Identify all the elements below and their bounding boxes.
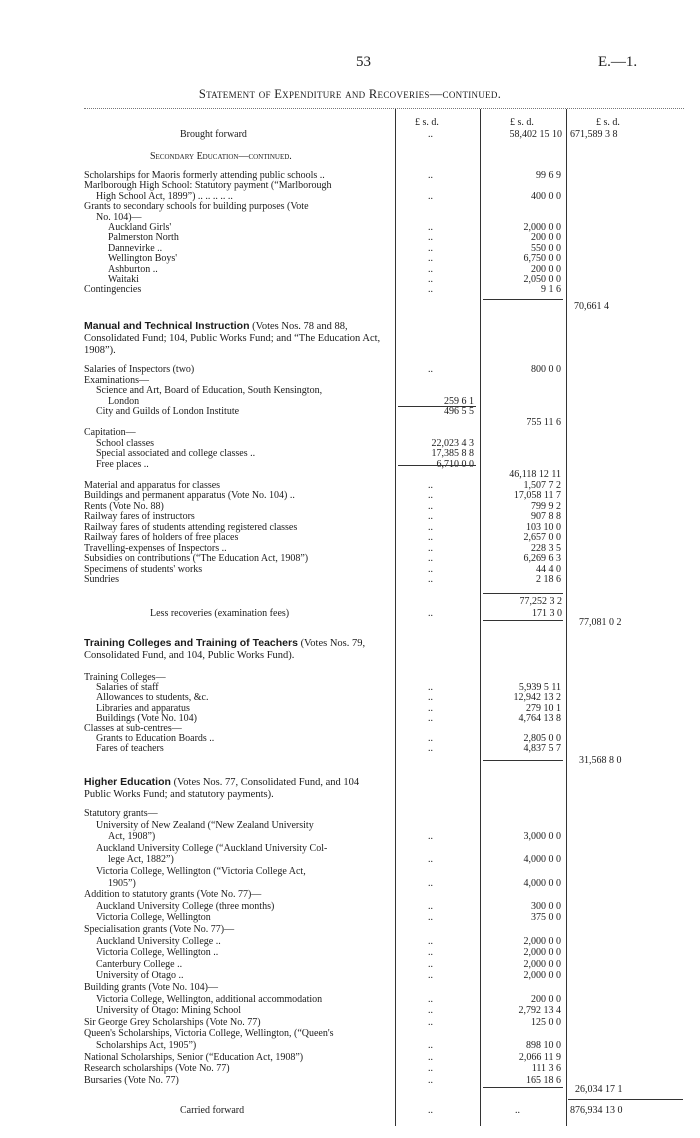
line-item-column-1: .. [428,284,433,296]
line-item-column-2: 2,000 0 0 [523,958,561,970]
line-item-column-2: 2,792 13 4 [518,1005,561,1017]
line-item-column-2: 200 0 0 [531,263,561,275]
line-item-column-2: 2 18 6 [536,574,561,585]
line-item-column-2: 103 10 0 [526,521,561,533]
header-rule [84,108,684,109]
line-item-column-2: 125 0 0 [531,1016,561,1028]
training-rule [483,760,563,761]
line-item-description: Travelling-expenses of Inspectors .. [84,542,227,554]
line-item-column-1: .. [428,1040,433,1051]
line-item-description: Dannevirke .. [108,242,163,254]
line-item-description: Fares of teachers [96,743,164,755]
line-item-column-1: .. [428,500,433,512]
line-item-column-1: .. [428,1016,433,1028]
line-item-description: Buildings and permanent apparatus (Vote No. 104) .. [84,490,295,501]
line-item-description: lege Act, 1882”) [108,854,174,866]
page-number: 53 [356,54,371,70]
line-item-description: Examinations— [84,374,149,386]
line-item-description: Auckland University College .. [96,935,221,947]
line-item-description: Libraries and apparatus [96,702,190,714]
line-item-column-2: 12,942 13 2 [513,692,561,704]
line-item-column-2: 799 9 2 [531,500,561,512]
line-item-column-2: 1,507 7 2 [523,479,561,491]
line-item-column-1: .. [428,935,433,947]
line-item-column-1: .. [428,553,433,564]
line-item-description: Salaries of staff [96,682,159,694]
line-item-description: University of Otago: Mining School [96,1005,241,1017]
column-rule-2 [480,109,481,1126]
line-item-column-1: .. [428,831,433,843]
line-item-description: Building grants (Vote No. 104)— [84,982,218,993]
line-item-description: National Scholarships, Senior (“Education Act, 1908”) [84,1051,304,1063]
line-item-column-1: .. [428,170,433,181]
line-item-description: Palmerston North [108,232,179,244]
manual-rule-d [483,620,563,621]
line-item-column-1: .. [428,563,433,575]
line-item-column-2: 300 0 0 [531,900,561,912]
carried-forward-c2: .. [515,1105,520,1116]
line-item-column-1: .. [428,263,433,275]
line-item-column-2: 200 0 0 [531,232,561,244]
manual-less-c2: 171 3 0 [532,608,562,619]
line-item-column-2: 2,066 11 9 [518,1051,561,1063]
line-item-description: Special associated and college classes .. [96,448,256,459]
line-item-column-2: 111 3 6 [531,1063,561,1075]
line-item-column-2: 2,000 0 0 [523,935,561,947]
secondary-heading: Secondary Education—continued. [150,151,292,162]
training-heading: Training Colleges and Training of Teachers (Votes Nos. 79, Consolidated Fund, and 104, Public Works Fund). [84,637,366,661]
carried-forward-c3: 876,934 13 0 [570,1105,623,1116]
manual-rule-b [398,465,476,466]
line-item-column-2: 6,750 0 0 [523,253,561,265]
line-item-description: Grants to Education Boards .. [96,733,215,745]
brought-forward-c2: 58,402 15 10 [509,129,562,140]
line-item-description: Sundries [84,574,119,585]
line-item-column-2: 9 1 6 [541,284,561,296]
line-item-description: Railway fares of students attending registered classes [84,521,298,533]
line-item-description: Auckland University College (“Auckland University Col- [96,842,328,854]
line-item-description: Railway fares of holders of free places [84,532,239,543]
line-item-description: Victoria College, Wellington .. [96,947,219,959]
line-item-column-2: 2,050 0 0 [523,274,561,285]
line-item-column-1: .. [428,712,433,724]
line-item-description: Rents (Vote No. 88) [84,500,164,512]
brought-forward-c3: 671,589 3 8 [570,129,618,140]
higher-rule [483,1087,563,1088]
line-item-description: School classes [96,437,155,449]
column-header-3: £ s. d. [596,117,620,128]
line-item-column-1: .. [428,490,433,501]
line-item-description: Railway fares of instructors [84,511,195,522]
manual-less-label: Less recoveries (examination fees) [150,608,290,619]
line-item-description: University of Otago .. [96,970,184,982]
line-item-column-1: .. [428,692,433,704]
line-item-description: Science and Art, Board of Education, South Kensington, [96,385,323,396]
line-item-column-2: 2,657 0 0 [523,532,561,543]
line-item-column-2: 4,000 0 0 [523,877,561,889]
line-item-description: Wellington Boys' [108,253,178,265]
line-item-column-2: 228 3 5 [531,542,561,554]
line-item-column-1: .. [428,1074,433,1086]
line-item-column-1: 259 6 1 [444,395,474,407]
brought-forward-c1: .. [428,129,433,140]
line-item-column-1: .. [428,242,433,254]
line-item-description: Buildings (Vote No. 104) [96,712,197,724]
line-item-column-1: .. [428,532,433,543]
line-item-description: Bursaries (Vote No. 77) [84,1074,179,1086]
column-header-2: £ s. d. [510,117,534,128]
manual-subtotal: 77,252 3 2 [519,596,562,607]
line-item-column-2: 200 0 0 [531,993,561,1005]
line-item-description: Material and apparatus for classes [84,479,221,491]
line-item-description: Queen's Scholarships, Victoria College, Wellington, (“Queen's [84,1028,334,1040]
line-item-column-1: .. [428,1005,433,1017]
line-item-column-2: 99 6 9 [536,170,561,181]
line-item-description: Statutory grants— [84,808,158,819]
line-item-description: Specialisation grants (Vote No. 77)— [84,924,235,935]
line-item-description: Free places .. [96,458,149,470]
line-item-column-1: 6,710 0 0 [436,458,474,470]
line-item-description: Auckland University College (three months) [96,900,275,912]
line-item-column-2: 4,764 13 8 [518,712,561,724]
line-item-description: Scholarships for Maoris formerly attending public schools .. [84,170,325,181]
line-item-column-2: 2,000 0 0 [523,947,561,959]
line-item-description: Training Colleges— [84,672,166,683]
carried-rule [568,1099,683,1100]
line-item-column-2: 279 10 1 [526,702,561,714]
line-item-description: 1905”) [108,877,136,889]
line-item-column-1: .. [428,274,433,285]
manual-less-c1: .. [428,608,433,619]
line-item-column-2: 550 0 0 [531,242,561,254]
line-item-column-1: .. [428,682,433,694]
line-item-column-1: .. [428,253,433,265]
page-reference: E.—1. [598,54,638,70]
line-item-column-1: .. [428,364,433,375]
line-item-column-1: .. [428,511,433,522]
line-item-description: Ashburton .. [108,263,158,275]
higher-heading: Higher Education (Votes Nos. 77, Consolidated Fund, and 104 Public Works Fund; and statutory payments). [84,776,360,800]
line-item-description: Victoria College, Wellington, additional accommodation [96,993,323,1005]
line-item-description: Waitaki [108,274,139,285]
line-item-description: London [108,395,140,407]
line-item-column-1: .. [428,1051,433,1063]
line-item-column-1: .. [428,900,433,912]
column-rule-3 [566,109,567,1126]
line-item-description: Canterbury College .. [96,958,183,970]
line-item-column-1: 17,385 8 8 [431,448,474,459]
line-item-column-2: 46,118 12 11 [509,469,561,480]
line-item-column-1: .. [428,733,433,745]
line-item-description: Classes at sub-centres— [84,723,182,734]
line-item-description: Auckland Girls' [108,222,172,233]
column-header-1: £ s. d. [415,117,439,128]
carried-forward-c1: .. [428,1105,433,1116]
line-item-column-2: 3,000 0 0 [523,831,561,843]
line-item-column-2: 800 0 0 [531,364,561,375]
line-item-column-2: 6,269 6 3 [523,553,561,564]
line-item-column-1: 22,023 4 3 [431,437,474,449]
line-item-description: High School Act, 1899”) .. .. .. .. .. [96,190,233,202]
line-item-column-1: .. [428,521,433,533]
line-item-description: Allowances to students, &c. [96,692,209,704]
training-total: 31,568 8 0 [579,755,622,766]
line-item-column-1: .. [428,574,433,585]
line-item-column-1: .. [428,912,433,924]
line-item-column-1: .. [428,958,433,970]
line-item-column-1: .. [428,854,433,866]
line-item-column-1: .. [428,877,433,889]
line-item-column-2: 5,939 5 11 [518,682,561,694]
manual-rule-a [398,406,476,407]
line-item-description: Victoria College, Wellington (“Victoria College Act, [96,866,306,877]
line-item-description: Salaries of Inspectors (two) [84,364,195,375]
line-item-description: Capitation— [84,427,136,438]
higher-total: 26,034 17 1 [575,1084,623,1095]
manual-total: 77,081 0 2 [579,617,622,628]
line-item-description: Research scholarships (Vote No. 77) [84,1063,230,1075]
line-item-column-2: 2,000 0 0 [523,222,561,233]
line-item-column-2: 755 11 6 [526,416,561,428]
line-item-column-1: .. [428,222,433,233]
line-item-column-2: 2,805 0 0 [523,733,561,745]
line-item-description: Sir George Grey Scholarships (Vote No. 77) [84,1016,261,1028]
line-item-column-1: .. [428,947,433,959]
manual-heading: Manual and Technical Instruction (Votes Nos. 78 and 88, Consolidated Fund; 104, Public Works Fund; and “The Education Act, 1908”). [84,320,381,356]
secondary-total: 70,661 4 [574,301,609,312]
line-item-description: Marlborough High School: Statutory payment (“Marlborough [84,180,332,192]
line-item-description: Grants to secondary schools for building purposes (Vote [84,201,309,213]
line-item-column-2: 4,000 0 0 [523,854,561,866]
line-item-description: Scholarships Act, 1905”) [96,1040,197,1051]
line-item-column-1: .. [428,542,433,554]
secondary-rule [483,299,563,300]
line-item-description: Specimens of students' works [84,563,203,575]
line-item-column-1: .. [428,702,433,714]
line-item-column-1: .. [428,1063,433,1075]
line-item-column-2: 907 8 8 [531,511,561,522]
line-item-column-1: .. [428,993,433,1005]
line-item-column-1: .. [428,232,433,244]
manual-rule-c [483,593,563,594]
brought-forward-label: Brought forward [180,129,247,140]
line-item-description: Addition to statutory grants (Vote No. 77)— [84,889,262,901]
line-item-column-2: 2,000 0 0 [523,970,561,982]
line-item-column-1: .. [428,743,433,755]
line-item-description: Victoria College, Wellington [96,912,211,924]
line-item-column-1: .. [428,479,433,491]
line-item-column-1: .. [428,970,433,982]
carried-forward-label: Carried forward [180,1105,245,1116]
page-title: Statement of Expenditure and Recoveries—continued. [198,87,502,101]
line-item-column-2: 375 0 0 [531,912,561,924]
line-item-description: Contingencies [84,284,142,296]
line-item-column-1: 496 5 5 [444,406,474,417]
line-item-description: Act, 1908”) [108,831,156,843]
line-item-column-2: 898 10 0 [526,1040,561,1051]
line-item-description: Subsidies on contributions (“The Education Act, 1908”) [84,553,309,564]
line-item-column-2: 165 18 6 [526,1074,561,1086]
line-item-column-2: 400 0 0 [531,190,561,202]
column-rule-1 [395,109,396,1126]
line-item-description: No. 104)— [96,211,142,223]
line-item-description: City and Guilds of London Institute [96,406,240,417]
line-item-column-2: 17,058 11 7 [513,490,561,501]
line-item-column-1: .. [428,190,433,202]
line-item-column-2: 44 4 0 [536,563,561,575]
line-item-column-2: 4,837 5 7 [523,743,561,755]
line-item-description: University of New Zealand (“New Zealand University [96,819,314,831]
